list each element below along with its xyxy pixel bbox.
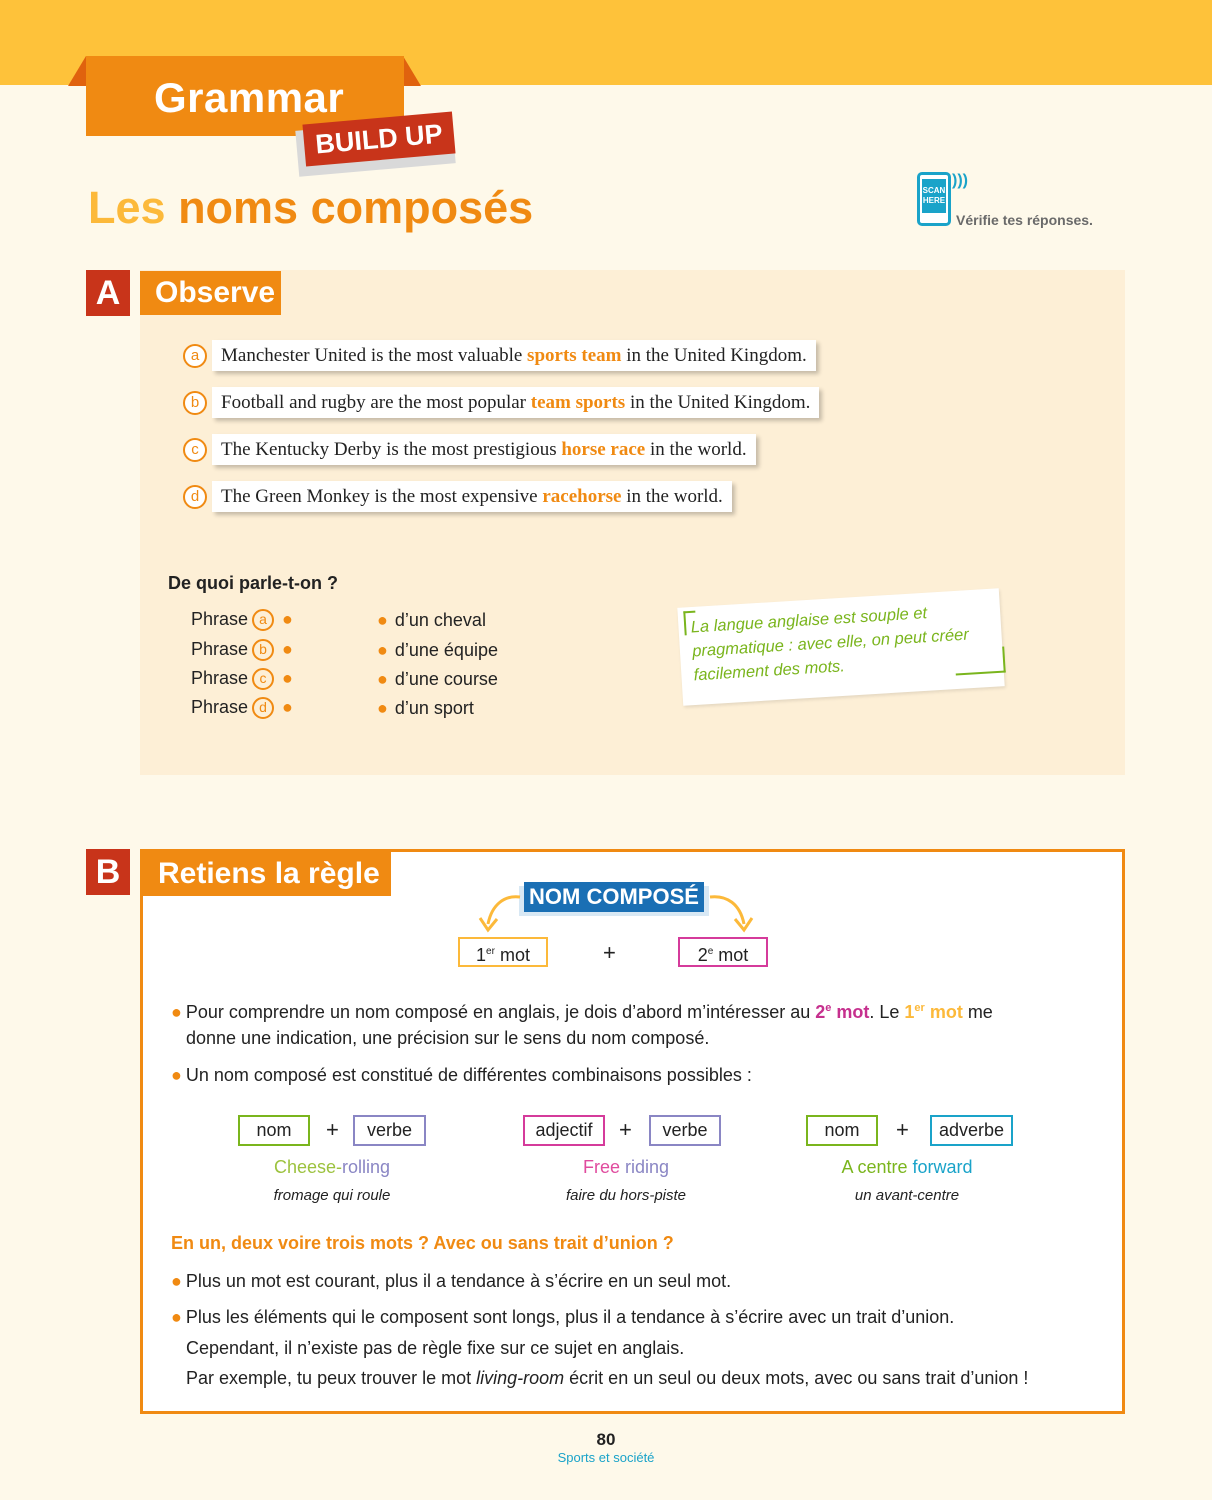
letter-circle: b	[183, 391, 207, 415]
second-word-box: 2e mot	[678, 937, 768, 967]
plus-sign: +	[326, 1117, 339, 1142]
combo-1-example: Cheese-rolling	[273, 1157, 391, 1177]
scan-screen: SCAN HERE	[922, 179, 946, 213]
combo-1-left-box: nom	[238, 1115, 310, 1146]
hyphen-subheading: En un, deux voire trois mots ? Avec ou sans trait d’union ?	[171, 1233, 674, 1253]
letter-circle: a	[183, 344, 207, 368]
page-title-rest: noms composés	[178, 182, 534, 233]
combo-2-right-box: verbe	[649, 1115, 721, 1146]
combo-3-left-box: nom	[806, 1115, 878, 1146]
match-dot: ●	[377, 669, 388, 689]
match-dot: ●	[282, 639, 293, 659]
sentence-box: The Green Monkey is the most expensive racehorse in the world.	[212, 481, 732, 512]
wifi-waves-icon: )))	[952, 172, 968, 189]
answer-item[interactable]: ● d’une équipe	[377, 640, 498, 660]
chapter-name: Sports et société	[557, 1450, 655, 1465]
combo-3-right-box: adverbe	[930, 1115, 1013, 1146]
section-a-letter: A	[86, 270, 130, 316]
plus-sign: +	[896, 1117, 909, 1142]
compound-noun-highlight: racehorse	[542, 486, 622, 507]
matching-question: De quoi parle-t-on ?	[168, 573, 338, 593]
page-title	[88, 182, 533, 234]
letter-circle: a	[252, 609, 274, 631]
compound-noun-highlight: sports team	[527, 345, 622, 366]
rule-2: ● Un nom composé est constitué de différentes combinaisons possibles :	[171, 1065, 752, 1085]
combo-3-translation: un avant-centre	[854, 1187, 960, 1204]
phrase-c[interactable]: Phrase c ●	[191, 668, 293, 690]
scan-text[interactable]: Vérifie tes réponses.	[956, 212, 1093, 228]
combo-3-example: A centre forward	[841, 1157, 973, 1177]
combo-2-left-box: adjectif	[523, 1115, 605, 1146]
combo-1-right-box: verbe	[353, 1115, 426, 1146]
banner-fold-right	[403, 56, 421, 86]
rule-1: ● Pour comprendre un nom composé en anglais, je dois d’abord m’intéresser au 2e mot. Le 1er mot me	[171, 1002, 993, 1022]
plus-sign: +	[603, 940, 616, 965]
answer-item[interactable]: ● d’un cheval	[377, 610, 486, 630]
letter-circle: c	[183, 438, 207, 462]
letter-circle: d	[183, 485, 207, 509]
point-2-line-2: Cependant, il n’existe pas de règle fixe sur ce sujet en anglais.	[186, 1338, 685, 1358]
section-b-label: Retiens la règle	[143, 852, 391, 896]
match-dot: ●	[282, 697, 293, 717]
letter-circle: d	[252, 697, 274, 719]
answer-item[interactable]: ● d’une course	[377, 669, 498, 689]
sentence-box: Football and rugby are the most popular team sports in the United Kingdom.	[212, 387, 819, 418]
plus-sign: +	[619, 1117, 632, 1142]
rule-1-line-2: donne une indication, une précision sur le sens du nom composé.	[186, 1028, 710, 1048]
point-1: ● Plus un mot est courant, plus il a tendance à s’écrire en un seul mot.	[171, 1271, 732, 1291]
phrase-d[interactable]: Phrase d ●	[191, 697, 293, 719]
match-dot: ●	[377, 640, 388, 660]
build-up-badge: BUILD UP	[302, 112, 455, 167]
combo-1-translation: fromage qui roule	[273, 1187, 391, 1204]
compound-noun-highlight: horse race	[561, 439, 646, 460]
match-dot: ●	[377, 610, 388, 630]
note-text: La langue anglaise est souple et pragmatique : avec elle, on peut créer facilement des mots.	[690, 604, 970, 685]
scan-phone-icon[interactable]	[917, 172, 951, 226]
point-2-line-3: Par exemple, tu peux trouver le mot living-room écrit en un seul ou deux mots, avec ou sans trait d’union !	[186, 1368, 1029, 1388]
phrase-a[interactable]: Phrase a ●	[191, 609, 293, 631]
first-word-box: 1er mot	[458, 937, 548, 967]
split-arrows-icon	[470, 880, 760, 940]
page-title-first-word: Les	[88, 182, 166, 233]
match-dot: ●	[282, 609, 293, 629]
match-dot: ●	[282, 668, 293, 688]
banner-title: Grammar	[154, 74, 345, 121]
match-dot: ●	[377, 698, 388, 718]
letter-circle: c	[252, 668, 274, 690]
page-number: 80	[596, 1430, 616, 1449]
answer-item[interactable]: ● d’un sport	[377, 698, 474, 718]
combo-2-translation: faire du hors-piste	[565, 1187, 687, 1204]
phrase-b[interactable]: Phrase b ●	[191, 639, 293, 661]
compound-noun-highlight: team sports	[530, 392, 626, 413]
sentence-box: Manchester United is the most valuable sports team in the United Kingdom.	[212, 340, 816, 371]
nom-compose-label: NOM COMPOSÉ	[524, 882, 704, 912]
letter-circle: b	[252, 639, 274, 661]
sentence-box: The Kentucky Derby is the most prestigious horse race in the world.	[212, 434, 756, 465]
point-2: ● Plus les éléments qui le composent sont longs, plus il a tendance à s’écrire avec un trait d’union.	[171, 1307, 955, 1327]
combo-2-example: Free riding	[582, 1157, 670, 1177]
section-a-label: Observe	[140, 271, 281, 315]
section-b-letter: B	[86, 849, 130, 895]
banner-fold-left	[68, 56, 86, 86]
